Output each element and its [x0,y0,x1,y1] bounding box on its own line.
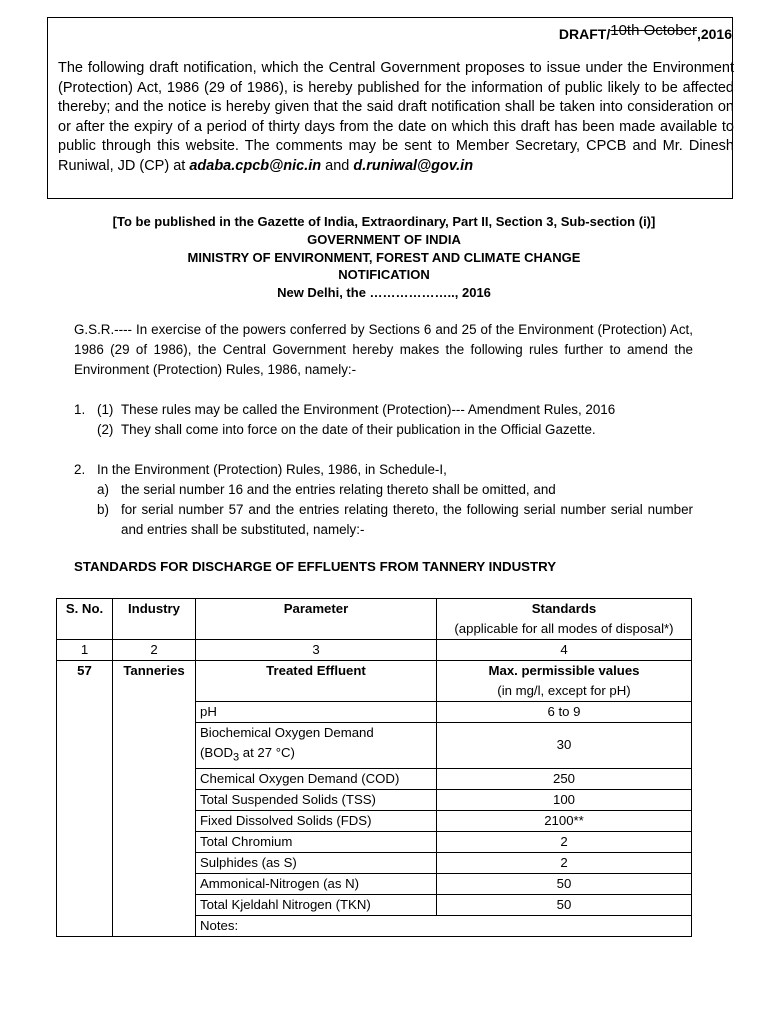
item2a-text: the serial number 16 and the entries relating thereto shall be omitted, and [121,482,556,497]
bod-rest: at 27 °C) [239,745,295,760]
item2b-number: b) [97,502,109,517]
dateline: New Delhi, the ……………….., 2016 [277,285,491,300]
draft-word: DRAFT/ [558,26,611,42]
notification-title: NOTIFICATION [338,267,430,282]
draft-year: ,2016 [696,26,732,42]
col-num-3: 3 [196,640,437,661]
table-row [57,661,692,702]
col-num-2: 2 [113,640,196,661]
header-parameter: Parameter [196,599,437,640]
bod-line1: Biochemical Oxygen Demand [200,725,374,740]
table-header-row [57,599,692,640]
header-industry: Industry [113,599,196,640]
param-chromium: Total Chromium [196,831,437,852]
value-chromium: 2 [437,831,692,852]
param-ph: pH [196,702,437,723]
value-tss: 100 [437,789,692,810]
param-ammonical: Ammonical-Nitrogen (as N) [196,873,437,894]
header-standards [437,599,692,640]
value-bod: 30 [437,723,692,769]
gsr-paragraph: G.S.R.---- In exercise of the powers conferred by Sections 6 and 25 of the Environment (Protection) Act, 1986 (29 of 1986), the Central Government hereby makes the following rules further to amend the Environment (Protection) Rules, 1986, namely:- [74,322,693,377]
treated-effluent: Treated Effluent [196,661,437,702]
param-tkn: Total Kjeldahl Nitrogen (TKN) [196,894,437,915]
draft-notice-text [58,59,734,176]
value-tkn: 50 [437,894,692,915]
param-fds: Fixed Dissolved Solids (FDS) [196,810,437,831]
email-cpcb[interactable]: adaba.cpcb@nic.in [189,157,322,174]
col-num-4: 4 [437,640,692,661]
item1-sub1-number: (1) [97,402,114,417]
standards-sub: (applicable for all modes of disposal*) [454,621,674,636]
value-ph: 6 to 9 [437,702,692,723]
item1-sub1: These rules may be called the Environment (Protection)--- Amendment Rules, 2016 [121,402,616,417]
email-runiwal[interactable]: d.runiwal@gov.in [353,157,474,174]
draft-label [558,22,732,43]
param-sulphides: Sulphides (as S) [196,852,437,873]
value-fds: 2100** [437,810,692,831]
item2b-text: for serial number 57 and the entries relating thereto, the following serial number serial number and entries shall be substituted, namely:- [121,502,693,537]
max-values [437,661,692,702]
standards-label: Standards [531,601,597,616]
notice-and: and [321,157,354,174]
max-values-label: Max. permissible values [488,663,640,678]
item1-sub2-number: (2) [97,422,114,437]
item1-sub2: They shall come into force on the date of their publication in the Official Gazette. [121,422,596,437]
notes-cell: Notes: [196,915,692,936]
header-sno: S. No. [57,599,113,640]
draft-date: 10th October [610,22,697,39]
param-tss: Total Suspended Solids (TSS) [196,789,437,810]
bod-line2 [200,743,432,768]
section-title: STANDARDS FOR DISCHARGE OF EFFLUENTS FROM TANNERY INDUSTRY [74,559,557,574]
col-num-1: 1 [57,640,113,661]
draft-notice-box [47,17,733,199]
item2-number: 2. [74,462,86,477]
ministry-title: MINISTRY OF ENVIRONMENT, FOREST AND CLIMATE CHANGE [187,250,581,265]
value-cod: 250 [437,768,692,789]
item1-number: 1. [74,402,86,417]
param-bod [196,723,437,769]
gazette-line: [To be published in the Gazette of India, Extraordinary, Part II, Section 3, Sub-section (i)] [112,214,656,229]
industry-name: Tanneries [113,661,196,937]
value-ammonical: 50 [437,873,692,894]
government-title: GOVERNMENT OF INDIA [307,232,461,247]
column-number-row [57,640,692,661]
item2-text: In the Environment (Protection) Rules, 1986, in Schedule-I, [97,462,447,477]
value-sulphides: 2 [437,852,692,873]
bod-prefix: (BOD [200,745,233,760]
bod-subscript: 3 [232,751,240,764]
standards-table [56,598,692,937]
item2a-number: a) [97,482,109,497]
param-cod: Chemical Oxygen Demand (COD) [196,768,437,789]
max-values-sub: (in mg/l, except for pH) [497,683,631,698]
serial-number: 57 [57,661,113,937]
notice-body: The following draft notification, which the Central Government proposes to issue under the Environment (Protection) Act, 1986 (29 of 1986), is hereby published for the information of public likely to be affected thereby; and the notice is hereby given that the said draft notification shall be taken into consideration on or after the expiry of a period of thirty days from the date on which this draft has been made available to public through this website. The comments may be sent to Member Secretary, CPCB and Mr. Dinesh Runiwal, JD (CP) at [58,60,734,174]
